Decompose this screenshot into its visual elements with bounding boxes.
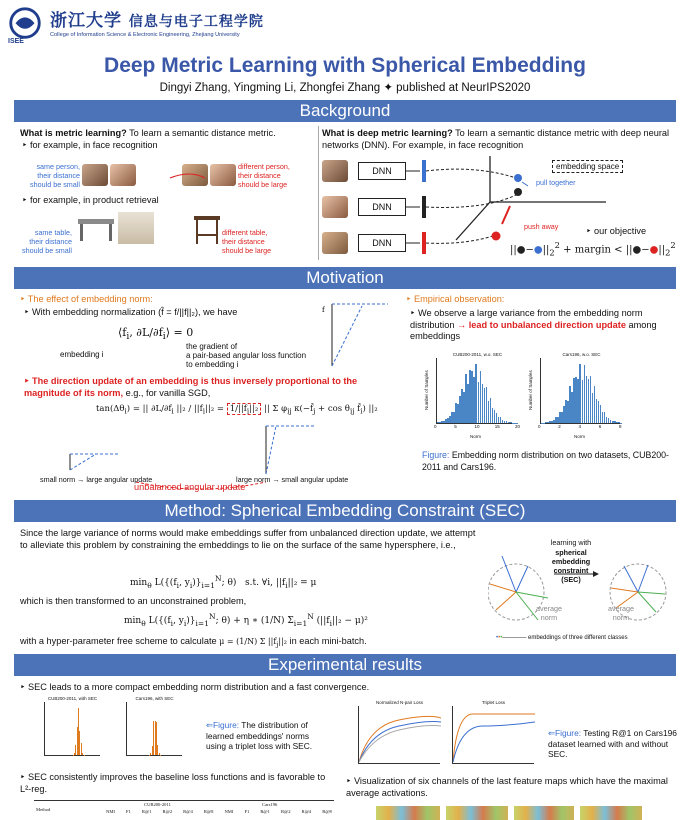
- objective-label: ‣ our objective: [586, 226, 647, 236]
- x-axis-label: Norm: [470, 434, 481, 439]
- gradient-vector-diagram: [322, 300, 394, 370]
- table-column-header: R@4: [183, 809, 193, 814]
- line-chart-npair: [358, 700, 440, 764]
- large-norm-label: large norm → small angular update: [236, 475, 349, 484]
- push-away-label: push away: [524, 222, 559, 231]
- table-column-header: F1: [244, 809, 250, 814]
- pull-together-label: pull together: [536, 178, 576, 187]
- motivation-red-claim: ‣ The direction update of an embedding is thus inversely proportional to the magnitude of its norm, e.g., for vanilla SGD,: [24, 376, 358, 398]
- learning-with-label: learning with: [550, 538, 592, 547]
- table-column-headers: [106, 809, 332, 814]
- histogram-cars-wo-sec: [538, 352, 622, 429]
- university-name: 浙江大学 信息与电子工程学院: [50, 11, 264, 31]
- triplet-curves: [453, 706, 535, 764]
- face-image: [322, 196, 348, 218]
- histogram-cub-with-sec: [44, 696, 100, 756]
- bg-left-bullet1: ‣ for example, in face recognition: [22, 140, 158, 150]
- y-axis-label: Number of Samples: [528, 370, 533, 410]
- exp-bullet3: ‣ Visualization of six channels of the last feature maps which have the maximal average activations.: [346, 776, 668, 798]
- table-column-header: R@4: [301, 809, 312, 814]
- sgd-update-equation: $\tan(\Delta\theta_i)$ = || $\partial L/\partial f_i$ $||_2 / ||f_i||_2 = 1/||f_i||_2$ || Σ $\varphi_{ij}$ $\kappa(-f̂_j + \cos \theta_{ij}$ $f̂_i$) ||₂: [96, 404, 378, 416]
- different-person-note: different person, their distance should be large: [238, 162, 290, 189]
- tick-label: 15: [494, 424, 500, 429]
- feature-map-image: [376, 806, 440, 820]
- embedding-legend: •••———— embeddings of three different classes: [496, 635, 628, 641]
- poster-title: Deep Metric Learning with Spherical Embedding: [104, 54, 586, 77]
- method-p1: Since the large variance of norms would make embeddings suffer from unbalanced direction update, we attempt to alleviate this problem by constraining the embeddings to lie on the surface of the same hypersphere, i.e.,: [20, 528, 476, 550]
- small-norm-label: small norm → large angular update: [40, 475, 153, 484]
- dnn-box: DNN: [358, 234, 406, 252]
- table-column-header: R@1: [260, 809, 270, 814]
- method-p3: with a hyper-parameter free scheme to calculate μ = (1/N) Σ $||f_j||_2$ in each mini-batch.: [20, 636, 367, 649]
- same-person-note: same person, their distance should be small: [30, 162, 80, 189]
- x-axis-label: Norm: [574, 434, 585, 439]
- chart-title: Triplet Loss: [481, 700, 506, 705]
- section-motivation-heading: Motivation: [14, 267, 676, 289]
- table-column-header: R@8: [322, 809, 332, 814]
- table-column-header: NMI: [224, 809, 234, 814]
- exp-fig2-caption: ⇐Figure: Testing R@1 on Cars196 dataset learned with and without SEC.: [548, 728, 677, 759]
- motivation-l1: ‣ With embedding normalization (f̂ = f/||f||₂), we have: [24, 307, 238, 317]
- svg-text:f: f: [322, 306, 325, 314]
- dnn-box: DNN: [358, 198, 406, 216]
- motivation-fig-caption: Figure: Embedding norm distribution on two datasets, CUB200-2011 and Cars196.: [422, 450, 669, 472]
- face-image: [322, 160, 348, 182]
- different-table-note: different table, their distance should be large: [222, 228, 272, 255]
- exp-bullet2: ‣ SEC consistently improves the baseline loss functions and is favorable to L²-reg.: [20, 772, 326, 794]
- exp-bullet1: ‣ SEC leads to a more compact embedding norm distribution and a fast convergence.: [20, 682, 370, 692]
- motivation-left-title: ‣ The effect of embedding norm:: [20, 294, 153, 304]
- poster-header: [0, 0, 690, 50]
- line-chart-triplet: [452, 700, 534, 764]
- average-norm-label: average norm: [608, 604, 634, 622]
- chart-title: CUB200-2011, w.o. SEC: [452, 352, 503, 357]
- table-group-header: CUB200-2011: [144, 802, 171, 807]
- face-image: [82, 164, 108, 186]
- table-column-header: R@1: [141, 809, 152, 814]
- isee-logo-text: ISEE: [8, 38, 24, 45]
- table-column-header: R@2: [280, 809, 291, 814]
- unbalanced-label: unbalanced angular update: [134, 482, 246, 492]
- y-axis-label: Number of Samples: [424, 370, 429, 410]
- tick-label: 5: [454, 424, 457, 429]
- column-divider: [318, 126, 319, 260]
- npair-curves: [359, 706, 441, 764]
- histogram-cub-wo-sec: [434, 352, 521, 429]
- section-method-heading: Method: Spherical Embedding Constraint (SEC): [14, 500, 676, 522]
- unconstrained-objective-equation: $\min_\theta L(\{(f_i$, $y_i)\}_{i=1}^N$; θ) + η ∗ (1/N) $\Sigma_{i=1}^N$ $(||f_i||_2 - \mu)^2$: [124, 612, 368, 628]
- bg-left-bullet2: ‣ for example, in product retrieval: [22, 195, 159, 205]
- gradient-inner-product-equation: $⟨f_i$, $\partial L/\partial f_i⟩ = 0$: [118, 326, 194, 343]
- table-header-method: Method: [36, 807, 51, 812]
- feature-map-image: [446, 806, 508, 820]
- chart-title: CUB200-2011, with SEC: [47, 696, 98, 701]
- histogram-cars-with-sec: [126, 696, 182, 756]
- tick-label: 6: [598, 424, 602, 429]
- exp-fig1-caption: ⇐Figure: The distribution of learned embeddings' norms using a triplet loss with SEC.: [206, 720, 313, 751]
- tick-label: 4: [578, 424, 582, 429]
- tick-label: 0: [538, 424, 541, 429]
- sec-sphere-diagram: [488, 544, 668, 634]
- tick-label: 2: [558, 424, 561, 429]
- same-table-note: same table, their distance should be small: [22, 228, 72, 255]
- tick-label: 20: [515, 424, 521, 429]
- bg-left-question: What is metric learning? To learn a semantic distance metric.: [20, 128, 276, 138]
- tick-label: 10: [474, 424, 480, 429]
- poster-authors: Dingyi Zhang, Yingming Li, Zhongfei Zhang ✦ published at NeurIPS2020: [159, 82, 531, 94]
- feature-map-image: [514, 806, 574, 820]
- table-column-header: R@8: [203, 809, 214, 814]
- chart-title: Cars196, w.o. SEC: [562, 352, 601, 357]
- embedding-space-label: embedding space: [552, 160, 623, 173]
- table-image-icon: [76, 213, 116, 243]
- embedding-i-label: embedding i: [60, 350, 104, 359]
- face-image: [322, 232, 348, 254]
- motivation-right-title: ‣ Empirical observation:: [406, 294, 505, 304]
- school-name-en: College of Information Science & Electronic Engineering, Zhejiang University: [50, 32, 240, 38]
- table-group-header: Cars196: [262, 802, 278, 807]
- table-column-header: R@2: [162, 809, 173, 814]
- results-table: [34, 800, 334, 820]
- dnn-box: DNN: [358, 162, 406, 180]
- table-column-header: F1: [125, 809, 131, 814]
- bg-right-question: What is deep metric learning? To learn a semantic distance metric with deep neural networks (DNN). For example, in face recognition: [322, 128, 670, 150]
- chart-title: Cars196, with SEC: [135, 696, 174, 701]
- table-column-header: NMI: [106, 809, 115, 814]
- method-p2: which is then transformed to an unconstrained problem,: [20, 596, 247, 606]
- gradient-note: the gradient of a pair-based angular loss function to embedding i: [186, 342, 307, 369]
- sec-label: spherical embedding constraint (SEC): [551, 548, 591, 584]
- tick-label: 0: [434, 424, 437, 429]
- section-experimental-heading: Experimental results: [14, 654, 676, 676]
- average-norm-label: average norm: [536, 604, 562, 622]
- chart-title: Normalized N-pair Loss: [375, 700, 423, 705]
- tick-label: 8: [619, 424, 622, 429]
- objective-equation: $||●-●||_2^2$ + margin < $||●-●||_2^2$: [510, 240, 676, 258]
- section-background-heading: Background: [14, 100, 676, 122]
- constrained-objective-equation: $\min_\theta L(\{(f_i$, $y_i)\}_{i=1}^N$; θ) s.t. ∀i, $||f_i||_2 = \mu$: [130, 574, 317, 590]
- distance-arrows: [130, 160, 250, 260]
- motivation-r1: ‣ We observe a large variance from the embedding norm distribution → lead to unbalanced direction update among embeddings: [410, 308, 657, 341]
- feature-map-image: [580, 806, 642, 820]
